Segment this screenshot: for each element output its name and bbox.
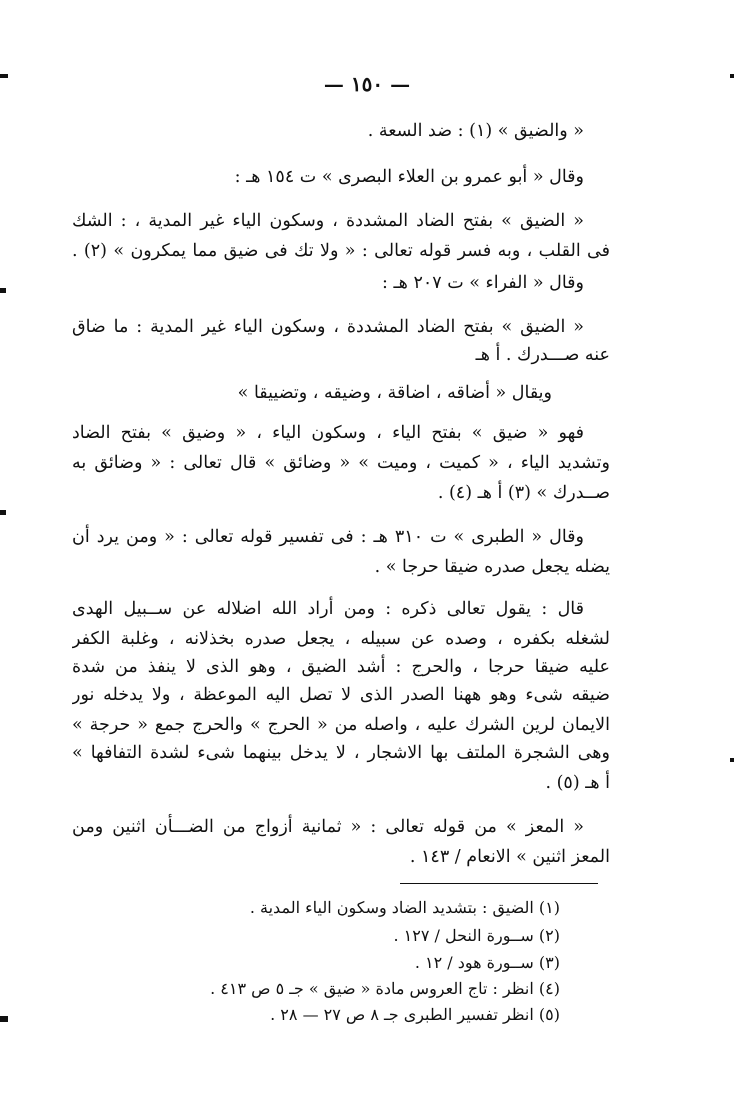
- text-line: « المعز » من قوله تعالى : « ثمانية أزواج من الضـــأن اثنين ومن: [72, 817, 584, 837]
- text-line: عنه صـــدرك . أ هـ: [475, 345, 610, 365]
- text-line: « الضيق » بفتح الضاد المشددة ، وسكون الياء غير المدية : ما ضاق: [72, 317, 584, 337]
- scan-margin-mark: [0, 510, 6, 515]
- text-line: ويقال « أضاقه ، اضاقة ، وضيقه ، وتضييقا »: [237, 383, 552, 403]
- scan-margin-mark: [0, 1016, 8, 1022]
- footnote: (١) الضيق : بتشديد الضاد وسكون الياء المدية .: [249, 898, 560, 917]
- text-line: قال : يقول تعالى ذكره : ومن أراد الله اضلاله عن ســبيل الهدى: [72, 599, 584, 619]
- footnote: (٥) انظر تفسير الطبرى جـ ٨ ص ٢٧ — ٢٨ .: [270, 1005, 560, 1024]
- page-number: — ١٥٠ —: [323, 72, 411, 96]
- footnote: (٣) ســورة هود / ١٢ .: [414, 953, 560, 972]
- text-line: أ هـ (٥) .: [545, 773, 610, 793]
- text-line: فهو « ضيق » بفتح الياء ، وسكون الياء ، « وضيق » بفتح الضاد: [72, 423, 584, 443]
- text-line: لشغله بكفره ، وصده عن سبيله ، يجعل صدره بخذلانه ، وغلبة الكفر: [72, 629, 610, 649]
- scan-margin-mark: [0, 74, 8, 78]
- scan-margin-mark: [730, 758, 734, 762]
- text-line: الايمان لرين الشرك عليه ، واصله من « الحرج » والحرج جمع « حرجة »: [72, 715, 610, 735]
- text-line: « والضيق » (١) : ضد السعة .: [367, 121, 584, 141]
- text-line: وقال « الطبرى » ت ٣١٠ هـ : فى تفسير قوله تعالى : « ومن يرد أن: [72, 527, 585, 547]
- text-line: وقال « الفراء » ت ٢٠٧ هـ :: [382, 273, 584, 293]
- text-line: عليه ضيقا حرجا ، والحرج : أشد الضيق ، وهو الذى لا ينفذ من شدة: [72, 657, 610, 677]
- footnote: (٤) انظر : تاج العروس مادة « ضيق » جـ ٥ ص ٤١٣ .: [210, 979, 560, 998]
- text-line: صــدرك » (٣) أ هـ (٤) .: [437, 483, 610, 503]
- text-line: وقال « أبو عمرو بن العلاء البصرى » ت ١٥٤ هـ :: [234, 167, 584, 187]
- scan-margin-mark: [730, 74, 734, 78]
- text-line: « الضيق » بفتح الضاد المشددة ، وسكون الياء غير المدية ، : الشك: [72, 211, 584, 231]
- text-line: وتشديد الياء ، « كميت ، وميت » « وضائق » قال تعالى : « وضائق به: [72, 453, 610, 473]
- footnote: (٢) ســورة النحل / ١٢٧ .: [393, 926, 560, 945]
- text-line: فى القلب ، وبه فسر قوله تعالى : « ولا تك فى ضيق مما يمكرون » (٢) .: [72, 241, 610, 261]
- scan-margin-mark: [0, 288, 6, 293]
- text-line: وهى الشجرة الملتف بها الاشجار ، لا يدخل بينهما شىء لشدة التفافها »: [72, 743, 610, 763]
- text-line: ضيقه شىء وهو ههنا الصدر الذى لا تصل اليه الموعظة ، ولا يدخله نور: [72, 685, 610, 705]
- footnote-divider: [400, 883, 598, 884]
- text-line: يضله يجعل صدره ضيقا حرجا » .: [374, 557, 610, 577]
- text-line: المعز اثنين » الانعام / ١٤٣ .: [409, 847, 610, 867]
